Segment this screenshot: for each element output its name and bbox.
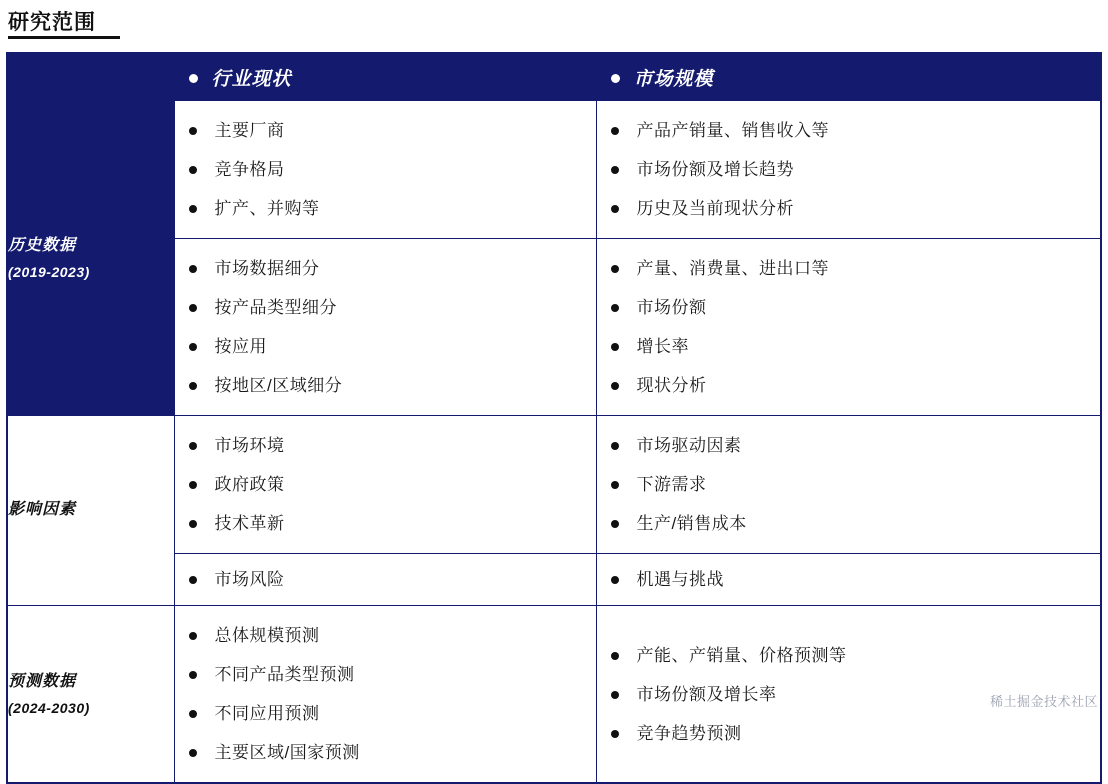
list-item-label: 市场份额及增长率 bbox=[636, 684, 777, 704]
list-item-label: 下游需求 bbox=[636, 475, 707, 494]
table-row bbox=[7, 606, 1101, 784]
list-item bbox=[611, 249, 1101, 288]
list-item bbox=[189, 288, 596, 327]
list-item bbox=[611, 636, 1101, 675]
list-item-label: 市场环境 bbox=[214, 436, 285, 455]
cell-historical-market-2 bbox=[596, 239, 1101, 416]
list-item-label: 技术革新 bbox=[214, 514, 285, 533]
list-item-label: 竞争趋势预测 bbox=[636, 723, 742, 743]
list-item bbox=[611, 111, 1101, 150]
header-cell-market-size bbox=[596, 53, 1101, 101]
list-item-label: 历史及当前现状分析 bbox=[636, 199, 794, 218]
cell-factors-market-1 bbox=[596, 416, 1101, 554]
bullet-dot-icon bbox=[611, 652, 619, 660]
table-row bbox=[7, 416, 1101, 554]
list-item bbox=[189, 616, 596, 655]
cell-forecast-industry bbox=[174, 606, 596, 784]
cell-factors-market-2 bbox=[596, 554, 1101, 606]
bullet-dot-icon bbox=[611, 166, 619, 174]
list-item-label: 产量、消费量、进出口等 bbox=[636, 259, 829, 278]
watermark: 稀土掘金技术社区 bbox=[989, 694, 1098, 709]
bullet-dot-icon bbox=[611, 481, 619, 489]
list-item-label: 增长率 bbox=[636, 337, 689, 356]
bullet-dot-icon bbox=[611, 382, 619, 390]
bullet-dot-icon bbox=[611, 576, 619, 584]
row-label-sub: (2024-2030) bbox=[8, 700, 90, 717]
header-cell-industry-status bbox=[174, 53, 596, 101]
list-item-label: 不同产品类型预测 bbox=[214, 665, 355, 684]
list-item bbox=[611, 366, 1101, 405]
row-label-main: 影响因素 bbox=[8, 501, 77, 519]
list-item-label: 按地区/区域细分 bbox=[214, 376, 343, 395]
row-label-forecast-data bbox=[7, 606, 174, 784]
list-item-label: 现状分析 bbox=[636, 376, 707, 395]
row-label-main: 预测数据 bbox=[8, 672, 77, 690]
list-item bbox=[611, 426, 1101, 465]
row-label-sub: (2019-2023) bbox=[8, 264, 90, 281]
cell-factors-industry-2 bbox=[174, 554, 596, 606]
bullet-dot-icon bbox=[189, 265, 197, 273]
row-label-main: 历史数据 bbox=[8, 236, 77, 254]
list-item bbox=[189, 327, 596, 366]
bullet-dot-icon bbox=[189, 576, 197, 584]
bullet-dot-icon bbox=[189, 671, 197, 679]
list-item-label: 竞争格局 bbox=[214, 160, 285, 179]
bullet-dot-icon bbox=[611, 205, 619, 213]
bullet-dot-icon bbox=[611, 74, 620, 83]
list-item-label: 产能、产销量、价格预测等 bbox=[636, 645, 847, 665]
header-corner-cell bbox=[7, 53, 174, 101]
list-item-label: 机遇与挑战 bbox=[636, 570, 724, 589]
bullet-dot-icon bbox=[611, 304, 619, 312]
bullet-dot-icon bbox=[189, 632, 197, 640]
bullet-dot-icon bbox=[611, 691, 619, 699]
row-label-influencing-factors bbox=[7, 416, 174, 606]
bullet-dot-icon bbox=[189, 127, 197, 135]
list-item bbox=[189, 150, 596, 189]
list-item-label: 产品产销量、销售收入等 bbox=[636, 121, 829, 140]
list-item bbox=[189, 111, 596, 150]
list-item bbox=[189, 733, 596, 772]
list-item-label: 不同应用预测 bbox=[214, 704, 320, 723]
list-item bbox=[189, 366, 596, 405]
bullet-dot-icon bbox=[189, 166, 197, 174]
list-item bbox=[189, 426, 596, 465]
bullet-dot-icon bbox=[189, 382, 197, 390]
list-item bbox=[189, 560, 596, 599]
bullet-dot-icon bbox=[189, 74, 198, 83]
list-item-label: 按产品类型细分 bbox=[214, 298, 337, 317]
list-item bbox=[611, 189, 1101, 228]
title-underline bbox=[8, 36, 120, 39]
cell-historical-industry-1 bbox=[174, 101, 596, 239]
list-item-label: 政府政策 bbox=[214, 475, 285, 494]
list-item-label: 市场数据细分 bbox=[214, 259, 320, 278]
list-item bbox=[611, 714, 1101, 753]
header-label-industry-status: 行业现状 bbox=[211, 68, 292, 90]
list-item bbox=[611, 560, 1101, 599]
bullet-dot-icon bbox=[611, 730, 619, 738]
research-scope-table bbox=[6, 52, 1102, 784]
list-item bbox=[611, 288, 1101, 327]
bullet-dot-icon bbox=[189, 205, 197, 213]
list-item-label: 市场驱动因素 bbox=[636, 436, 742, 455]
row-label-historical-data bbox=[7, 101, 174, 416]
header-label-market-size: 市场规模 bbox=[633, 68, 714, 90]
list-item-label: 扩产、并购等 bbox=[214, 199, 320, 218]
bullet-dot-icon bbox=[189, 749, 197, 757]
list-item bbox=[189, 465, 596, 504]
list-item-label: 市场份额及增长趋势 bbox=[636, 160, 794, 179]
bullet-dot-icon bbox=[189, 343, 197, 351]
cell-historical-market-1 bbox=[596, 101, 1101, 239]
list-item bbox=[189, 694, 596, 733]
bullet-dot-icon bbox=[611, 265, 619, 273]
bullet-dot-icon bbox=[611, 127, 619, 135]
bullet-dot-icon bbox=[189, 520, 197, 528]
bullet-dot-icon bbox=[189, 481, 197, 489]
cell-factors-industry-1 bbox=[174, 416, 596, 554]
list-item-label: 主要区域/国家预测 bbox=[214, 743, 360, 762]
list-item-label: 市场份额 bbox=[636, 298, 707, 317]
list-item-label: 总体规模预测 bbox=[214, 626, 320, 645]
list-item bbox=[611, 150, 1101, 189]
bullet-dot-icon bbox=[189, 710, 197, 718]
list-item bbox=[189, 189, 596, 228]
list-item bbox=[611, 465, 1101, 504]
bullet-dot-icon bbox=[611, 343, 619, 351]
bullet-dot-icon bbox=[189, 442, 197, 450]
page-title: 研究范围 bbox=[8, 11, 96, 34]
list-item-label: 按应用 bbox=[214, 337, 267, 356]
table-header-row bbox=[7, 53, 1101, 101]
bullet-dot-icon bbox=[611, 520, 619, 528]
list-item-label: 生产/销售成本 bbox=[636, 514, 747, 533]
list-item bbox=[611, 327, 1101, 366]
table-row bbox=[7, 101, 1101, 239]
list-item bbox=[611, 504, 1101, 543]
bullet-dot-icon bbox=[189, 304, 197, 312]
bullet-dot-icon bbox=[611, 442, 619, 450]
list-item bbox=[189, 655, 596, 694]
list-item bbox=[189, 504, 596, 543]
list-item bbox=[189, 249, 596, 288]
cell-historical-industry-2 bbox=[174, 239, 596, 416]
list-item-label: 市场风险 bbox=[214, 570, 285, 589]
list-item-label: 主要厂商 bbox=[214, 121, 285, 140]
